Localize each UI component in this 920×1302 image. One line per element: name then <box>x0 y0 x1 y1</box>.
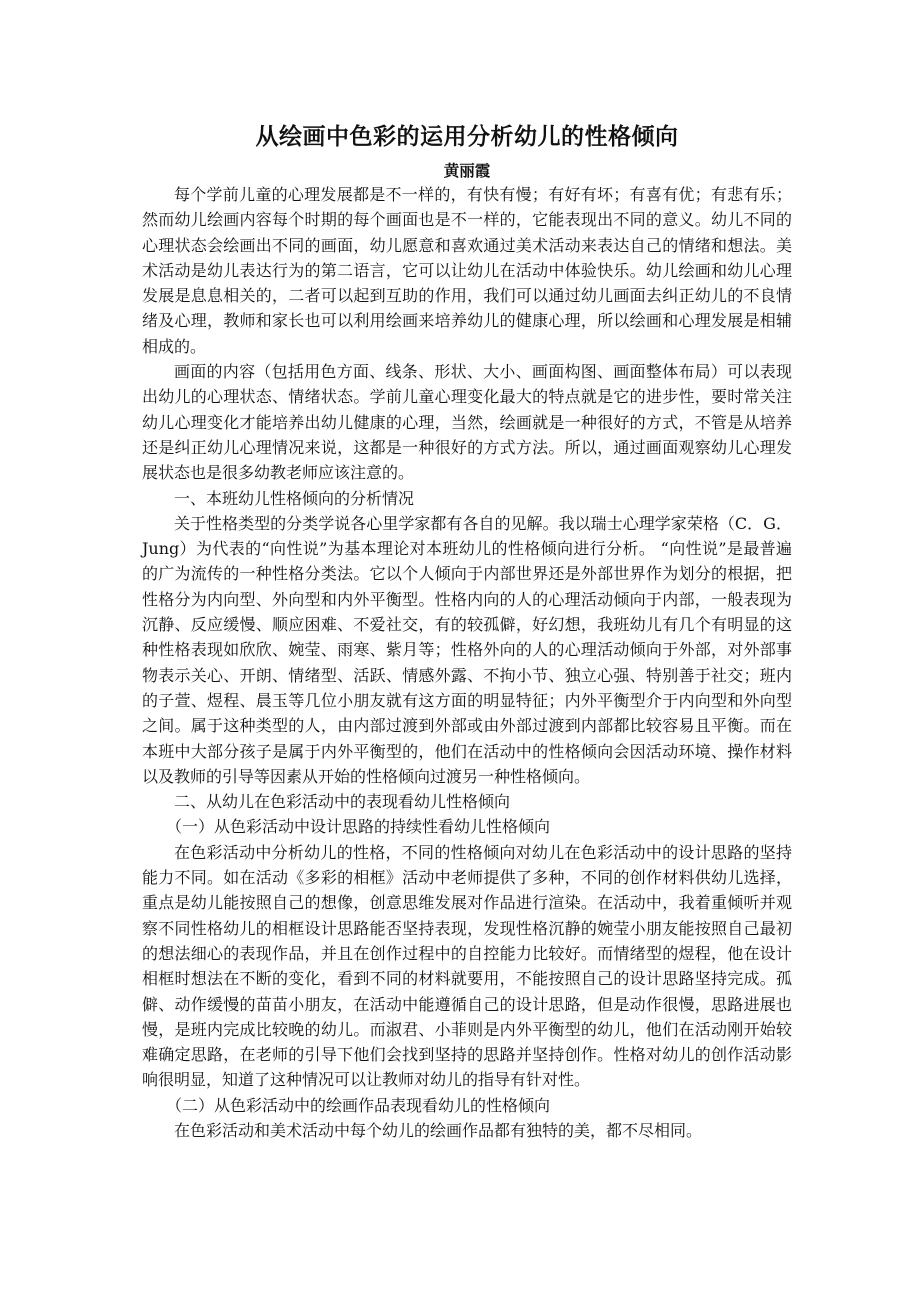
section-1-heading: 一、本班幼儿性格倾向的分析情况 <box>174 488 415 508</box>
document-title: 从绘画中色彩的运用分析幼儿的性格倾向 <box>255 124 679 150</box>
section-1-paragraph: 关于性格类型的分类学说各心里学家都有各自的见解。我以瑞士心理学家荣格（C．G．Jung）为代表的“向性说”为基本理论对本班幼儿的性格倾向进行分析。 “向性说”是最普遍的广为流传的一种性格分类法。它以个人倾向于内部世界还是外部世界作为划分的根据，把性格分为内向型、外向型和内外平衡型。性格内向的人的心理活动倾向于内部，一般表现为沉静、反应缓慢、顺应困难、不爱社交，有的较孤僻，好幻想，我班幼儿有几个有明显的这种性格表现如欣欣、婉莹、雨寒、紫月等；性格外向的人的心理活动倾向于外部，对外部事物表示关心、开朗、情绪型、活跃、情感外露、不拘小节、独立心强、特别善于社交；班内的子萱、煜程、晨玉等几位小朋友就有这方面的明显特征；内外平衡型介于内向型和外向型之间。属于这种类型的人，由内部过渡到外部或由外部过渡到内部都比较容易且平衡。而在本班中大部分孩子是属于内外平衡型的，他们在活动中的性格倾向会因活动环境、操作材料以及教师的引导等因素从开始的性格倾向过渡另一种性格倾向。 <box>142 513 792 786</box>
document-page <box>142 120 792 1143</box>
section-2-1-paragraph: 在色彩活动中分析幼儿的性格，不同的性格倾向对幼儿在色彩活动中的设计思路的坚持能力不同。如在活动《多彩的相框》活动中老师提供了多种，不同的创作材料供幼儿选择，重点是幼儿能按照自己的想像，创意思维发展对作品进行渲染。在活动中，我着重倾听并观察不同性格幼儿的相框设计思路能否坚持表现，发现性格沉静的婉莹小朋友能按照自己最初的想法细心的表现作品，并且在创作过程中的自控能力比较好。而情绪型的煜程，他在设计相框时想法在不断的变化，看到不同的材料就要用，不能按照自己的设计思路坚持完成。孤僻、动作缓慢的苗苗小朋友，在活动中能遵循自己的设计思路，但是动作很慢，思路进展也慢，是班内完成比较晚的幼儿。而淑君、小菲则是内外平衡型的幼儿，他们在活动刚开始较难确定思路，在老师的引导下他们会找到坚持的思路并坚持创作。性格对幼儿的创作活动影响很明显，知道了这种情况可以让教师对幼儿的指导有针对性。 <box>142 842 792 1090</box>
intro-paragraph-2: 画面的内容（包括用色方面、线条、形状、大小、画面构图、画面整体布局）可以表现出幼儿的心理状态、情绪状态。学前儿童心理变化最大的特点就是它的进步性，要时常关注幼儿心理变化才能培养出幼儿健康的心理，当然，绘画就是一种很好的方式，不管是从培养还是纠正幼儿心理情况来说，这都是一种很好的方式方法。所以，通过画面观察幼儿心理发展状态也是很多幼教老师应该注意的。 <box>142 362 792 483</box>
section-2-2-heading: （二）从色彩活动中的绘画作品表现看幼儿的性格倾向 <box>166 1095 551 1115</box>
section-2-heading: 二、从幼儿在色彩活动中的表现看幼儿性格倾向 <box>174 792 511 812</box>
intro-paragraph-1: 每个学前儿童的心理发展都是不一样的，有快有慢；有好有坏；有喜有优；有悲有乐；然而幼儿绘画内容每个时期的每个画面也是不一样的，它能表现出不同的意义。幼儿不同的心理状态会绘画出不同的画面，幼儿愿意和喜欢通过美术活动来表达自己的情绪和想法。美术活动是幼儿表达行为的第二语言，它可以让幼儿在活动中体验快乐。幼儿绘画和幼儿心理发展是息息相关的，二者可以起到互助的作用，我们可以通过幼儿画面去纠正幼儿的不良情绪及心理，教师和家长也可以利用绘画来培养幼儿的健康心理，所以绘画和心理发展是相辅相成的。 <box>142 185 792 356</box>
document-author: 黄丽霞 <box>443 162 491 180</box>
section-2-1-heading: （一）从色彩活动中设计思路的持续性看幼儿性格倾向 <box>166 817 551 837</box>
section-2-2-paragraph: 在色彩活动和美术活动中每个幼儿的绘画作品都有独特的美，都不尽相同。 <box>174 1120 703 1140</box>
